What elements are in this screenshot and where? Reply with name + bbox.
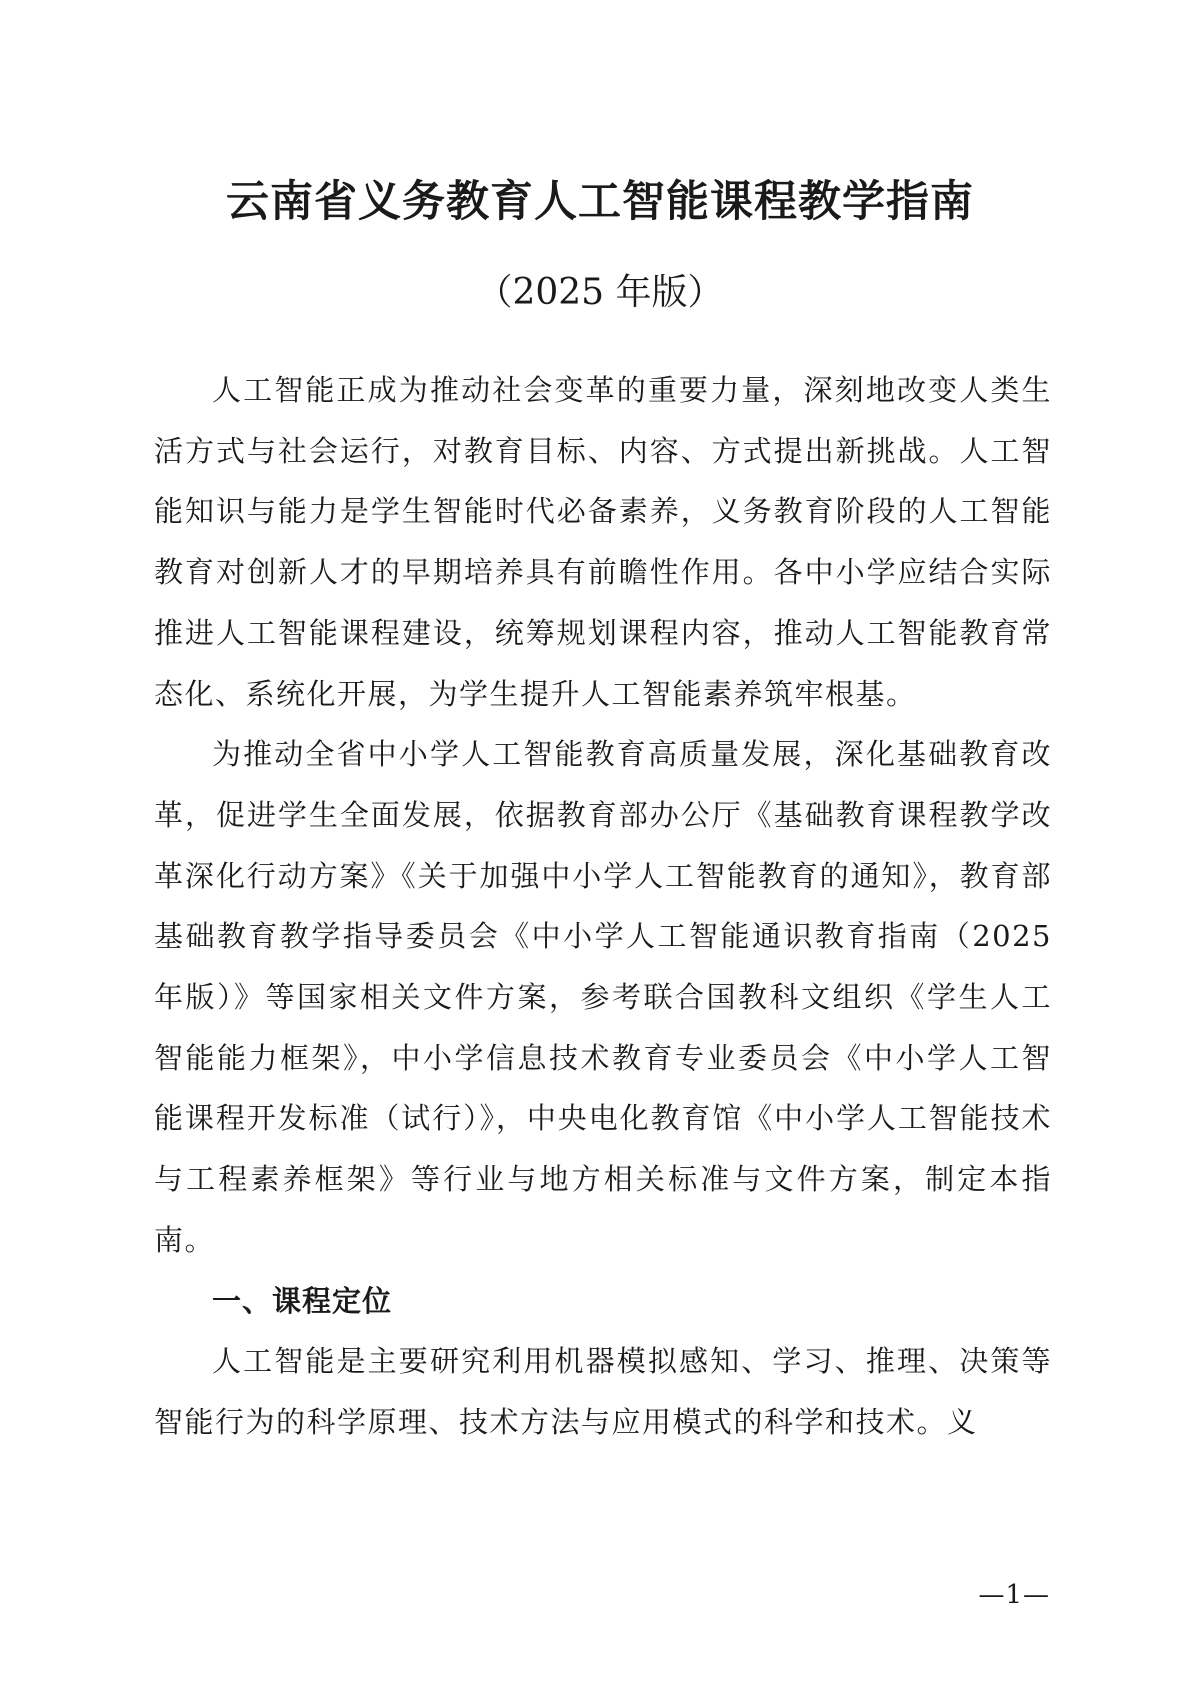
page-number: —1—: [978, 1580, 1050, 1610]
basis-paragraph: 为推动全省中小学人工智能教育高质量发展，深化基础教育改革，促进学生全面发展，依据教育部办公厅《基础教育课程教学改革深化行动方案》《关于加强中小学人工智能教育的通知》，教育部基础教育教学指导委员会《中小学人工智能通识教育指南（2025 年版）》等国家相关文件方案，参考联合国教科文组织《学生人工智能能力框架》，中小学信息技术教育专业委员会《中小学人工智能课程开发标准（试行）》，中央电化教育馆《中小学人工智能技术与工程素养框架》等行业与地方相关标准与文件方案，制定本指南。: [154, 737, 1052, 1257]
document-subtitle: （2025 年版）: [476, 272, 724, 313]
section-heading: 一、课程定位: [212, 1283, 393, 1318]
section-paragraph: 人工智能是主要研究利用机器模拟感知、学习、推理、决策等智能行为的科学原理、技术方法与应用模式的科学和技术。义: [154, 1344, 1052, 1439]
document-body: [154, 360, 1052, 1453]
document-title: 云南省义务教育人工智能课程教学指南: [226, 177, 974, 227]
intro-paragraph: 人工智能正成为推动社会变革的重要力量，深刻地改变人类生活方式与社会运行，对教育目标、内容、方式提出新挑战。人工智能知识与能力是学生智能时代必备素养，义务教育阶段的人工智能教育对创新人才的早期培养具有前瞻性作用。各中小学应结合实际推进人工智能课程建设，统筹规划课程内容，推动人工智能教育常态化、系统化开展，为学生提升人工智能素养筑牢根基。: [154, 373, 1052, 711]
